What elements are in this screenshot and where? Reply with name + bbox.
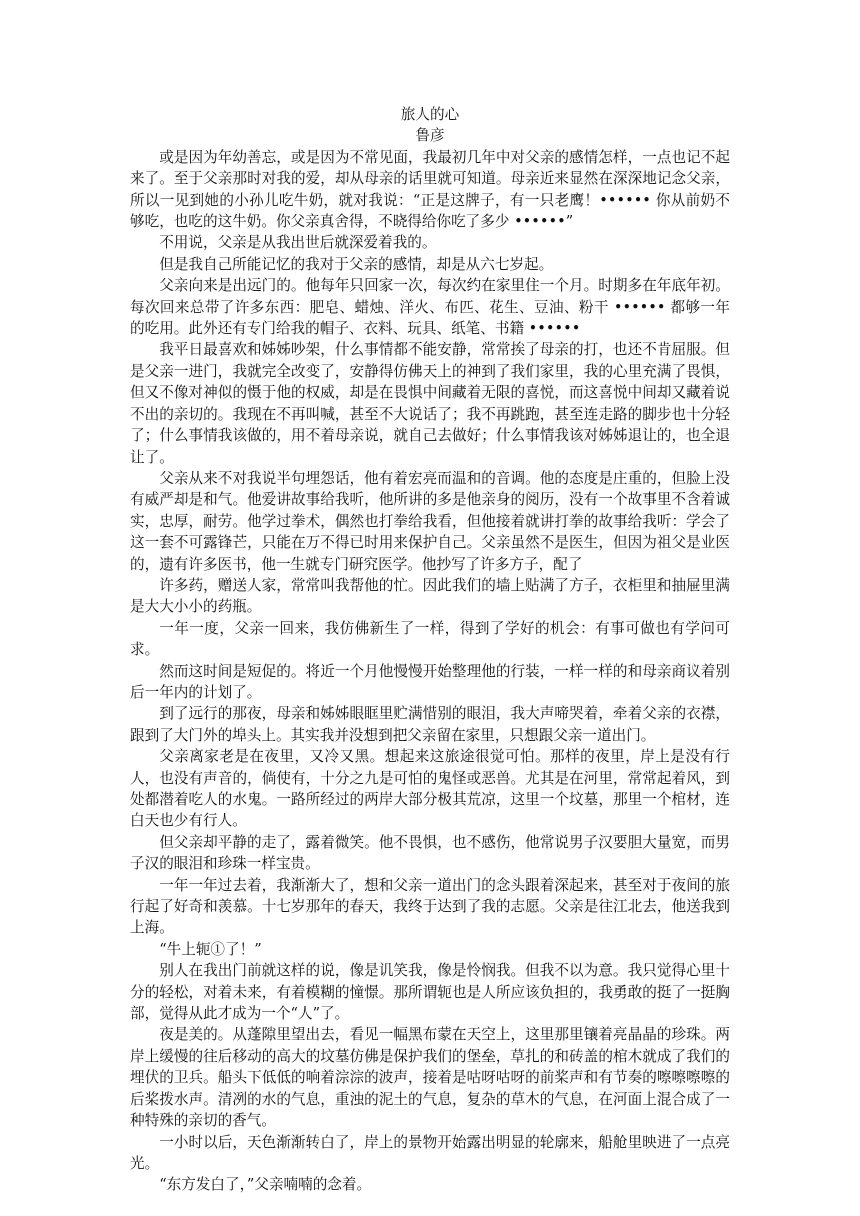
document-page <box>130 104 730 1196</box>
paragraph-15: 别人在我出门前就这样的说，像是讥笑我，像是怜悯我。但我不以为意。我只觉得心里十分的轻松，对着未来，有着模糊的憧憬。那所谓轭也是人所应该负担的，我勇敢的挺了一挺胸部，觉得从此才成为一个“人”了。 <box>130 962 730 1023</box>
document-body <box>130 147 730 1196</box>
paragraph-4: 父亲向来是出远门的。他每年只回家一次，每次约在家里住一个月。时期多在年底年初。每次回来总带了许多东西：肥皂、蜡烛、洋火、布匹、花生、豆油、粉干 •••••• 都够一年的吃用。此外还有专门给我的帽子、衣料、玩具、纸笔、书籍 •••••• <box>130 277 730 338</box>
paragraph-17: 一小时以后，天色渐渐转白了，岸上的景物开始露出明显的轮廓来，船舱里映进了一点亮光。 <box>130 1133 730 1172</box>
paragraph-2: 不用说，父亲是从我出世后就深爱着我的。 <box>159 234 437 252</box>
paragraph-10: 到了远行的那夜，母亲和姊姊眼眶里贮满惜别的眼泪，我大声啼哭着，牵着父亲的衣襟，跟到了大门外的埠头上。其实我并没想到把父亲留在家里，只想跟父亲一道出门。 <box>130 705 730 744</box>
document-author: 鲁彦 <box>415 127 445 145</box>
paragraph-6: 父亲从来不对我说半句埋怨话，他有着宏亮而温和的音调。他的态度是庄重的，但脸上没有威严却是和气。他爱讲故事给我听，他所讲的多是他亲身的阅历，没有一个故事里不含着诚实，忠厚，耐劳。他学过拳术，偶然也打拳给我看，但他接着就讲打拳的故事给我听：学会了这一套不可露锋芒，只能在万不得已时用来保护自己。父亲虽然不是医生，但因为祖父是业医的，遗有许多医书，他一生就专门研究医学。他抄写了许多方子，配了 <box>130 469 730 573</box>
paragraph-8: 一年一度，父亲一回来，我仿佛新生了一样，得到了学好的机会：有事可做也有学问可求。 <box>130 619 730 659</box>
paragraph-5: 我平日最喜欢和姊姊吵架，什么事情都不能安静，常常挨了母亲的打，也还不肯屈服。但是父亲一进门，我就完全改变了，安静得仿佛天上的神到了我们家里，我的心里充满了畏惧，但又不像对神似的慑于他的权威，却是在畏惧中间藏着无限的喜悦，而这喜悦中间却又藏着说不出的亲切的。我现在不再叫喊，甚至不大说话了；我不再跳跑，甚至连走路的脚步也十分轻了；什么事情我该做的，用不着母亲说，就自己去做好；什么事情我该对姊姊退让的，也全退让了。 <box>130 341 730 466</box>
paragraph-12: 但父亲却平静的走了，露着微笑。他不畏惧，也不感伤，他常说男子汉要胆大量宽，而男子汉的眼泪和珍珠一样宝贵。 <box>130 833 730 873</box>
paragraph-16: 夜是美的。从蓬隙里望出去，看见一幅黑布蒙在天空上，这里那里镶着亮晶晶的珍珠。两岸上缓慢的往后移动的高大的坟墓仿佛是保护我们的堡垒，草扎的和砖盖的棺木就成了我们的埋伏的卫兵。船头下低低的响着淙淙的波声，接着是咕呀咕呀的前桨声和有节奏的嚓嚓嚓嚓的后桨拨水声。清冽的水的气息，重浊的泥土的气息，复杂的草木的气息，在河面上混合成了一种特殊的亲切的香气。 <box>130 1026 730 1130</box>
paragraph-18: “东方发白了，”父亲喃喃的念着。 <box>159 1176 372 1194</box>
paragraph-7: 许多药，赠送人家，常常叫我帮他的忙。因此我们的墙上贴满了方子，衣柜里和抽屉里满是大大小小的药瓶。 <box>130 576 730 616</box>
paragraph-3: 但是我自己所能记忆的我对于父亲的感情，却是从六七岁起。 <box>159 255 554 273</box>
paragraph-11: 父亲离家老是在夜里，又冷又黑。想起来这旅途很觉可怕。那样的夜里，岸上是没有行人，也没有声音的，倘使有，十分之九是可怕的鬼怪或恶兽。尤其是在河里，常常起着风，到处都潜着吃人的水鬼。一路所经过的两岸大部分极其荒凉，这里一个坟墓，那里一个棺材，连白天也少有行人。 <box>130 748 730 830</box>
document-title: 旅人的心 <box>400 106 460 123</box>
paragraph-1: 或是因为年幼善忘，或是因为不常见面，我最初几年中对父亲的感情怎样，一点也记不起来了。至于父亲那时对我的爱，却从母亲的话里就可知道。母亲近来显然在深深地记念父亲，所以一见到她的小孙儿吃牛奶，就对我说：“正是这牌子，有一只老鹰！•••••• 你从前奶不够吃，也吃的这牛奶。你父亲真舍得，不晓得给你吃了多少 ••••••” <box>130 148 730 231</box>
paragraph-9: 然而这时间是短促的。将近一个月他慢慢开始整理他的行装，一样一样的和母亲商议着别后一年内的计划了。 <box>130 662 730 701</box>
paragraph-13: 一年一年过去着，我渐渐大了，想和父亲一道出门的念头跟着深起来，甚至对于夜间的旅行起了好奇和羡慕。十七岁那年的春天，我终于达到了我的志愿。父亲是往江北去，他送我到上海。 <box>130 876 730 937</box>
paragraph-14: “牛上轭①了！” <box>159 940 262 958</box>
